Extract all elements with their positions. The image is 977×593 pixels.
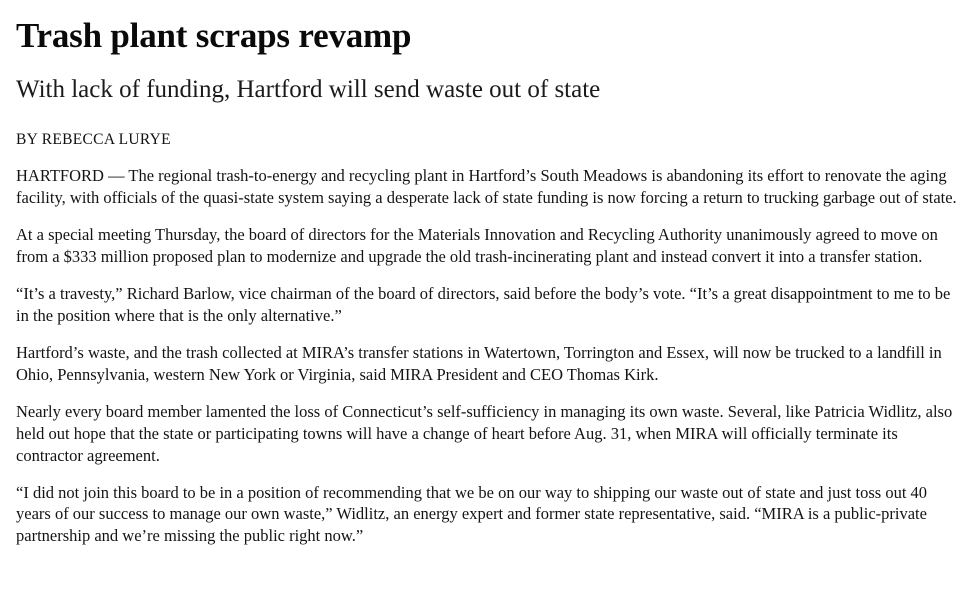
page-title: Trash plant scraps revamp [16,16,412,55]
article-paragraph: Hartford’s waste, and the trash collected at MIRA’s transfer stations in Watertown, Torrington and Essex, will now be trucked to a landfill in Ohio, Pennsylvania, western New York or Virginia, said MIRA President and CEO Thomas Kirk. [16,342,942,384]
article-body [16,165,961,547]
article-paragraph: HARTFORD — The regional trash-to-energy and recycling plant in Hartford’s South Meadows is abandoning its effort to renovate the aging facility, with officials of the quasi-state system saying a desperate lack of state funding is now forcing a return to trucking garbage out of state. [16,166,957,208]
article-byline: BY REBECCA LURYE [16,131,171,149]
article-paragraph: “It’s a travesty,” Richard Barlow, vice chairman of the board of directors, said before the body’s vote. “It’s a great disappointment to me to be in the position where that is the only alternative.” [16,283,951,325]
article-subheadline: With lack of funding, Hartford will send waste out of state [16,76,601,104]
article-paragraph: At a special meeting Thursday, the board of directors for the Materials Innovation and Recycling Authority unanimously agreed to move on from a $333 million proposed plan to modernize and upgrade the old trash-incinerating plant and instead convert it into a transfer station. [16,225,938,266]
article-paragraph: “I did not join this board to be in a position of recommending that we be on our way to shipping our waste out of state and just toss out 40 years of our success to manage our own waste,” Widlitz, an energy expert and former state representative, said. “MIRA is a public-private partnership and we’re missing the public right now.” [16,482,928,546]
article-paragraph: Nearly every board member lamented the loss of Connecticut’s self-sufficiency in managing its own waste. Several, like Patricia Widlitz, also held out hope that the state or participating towns will have a change of heart before Aug. 31, when MIRA will officially terminate its contractor agreement. [16,401,953,465]
